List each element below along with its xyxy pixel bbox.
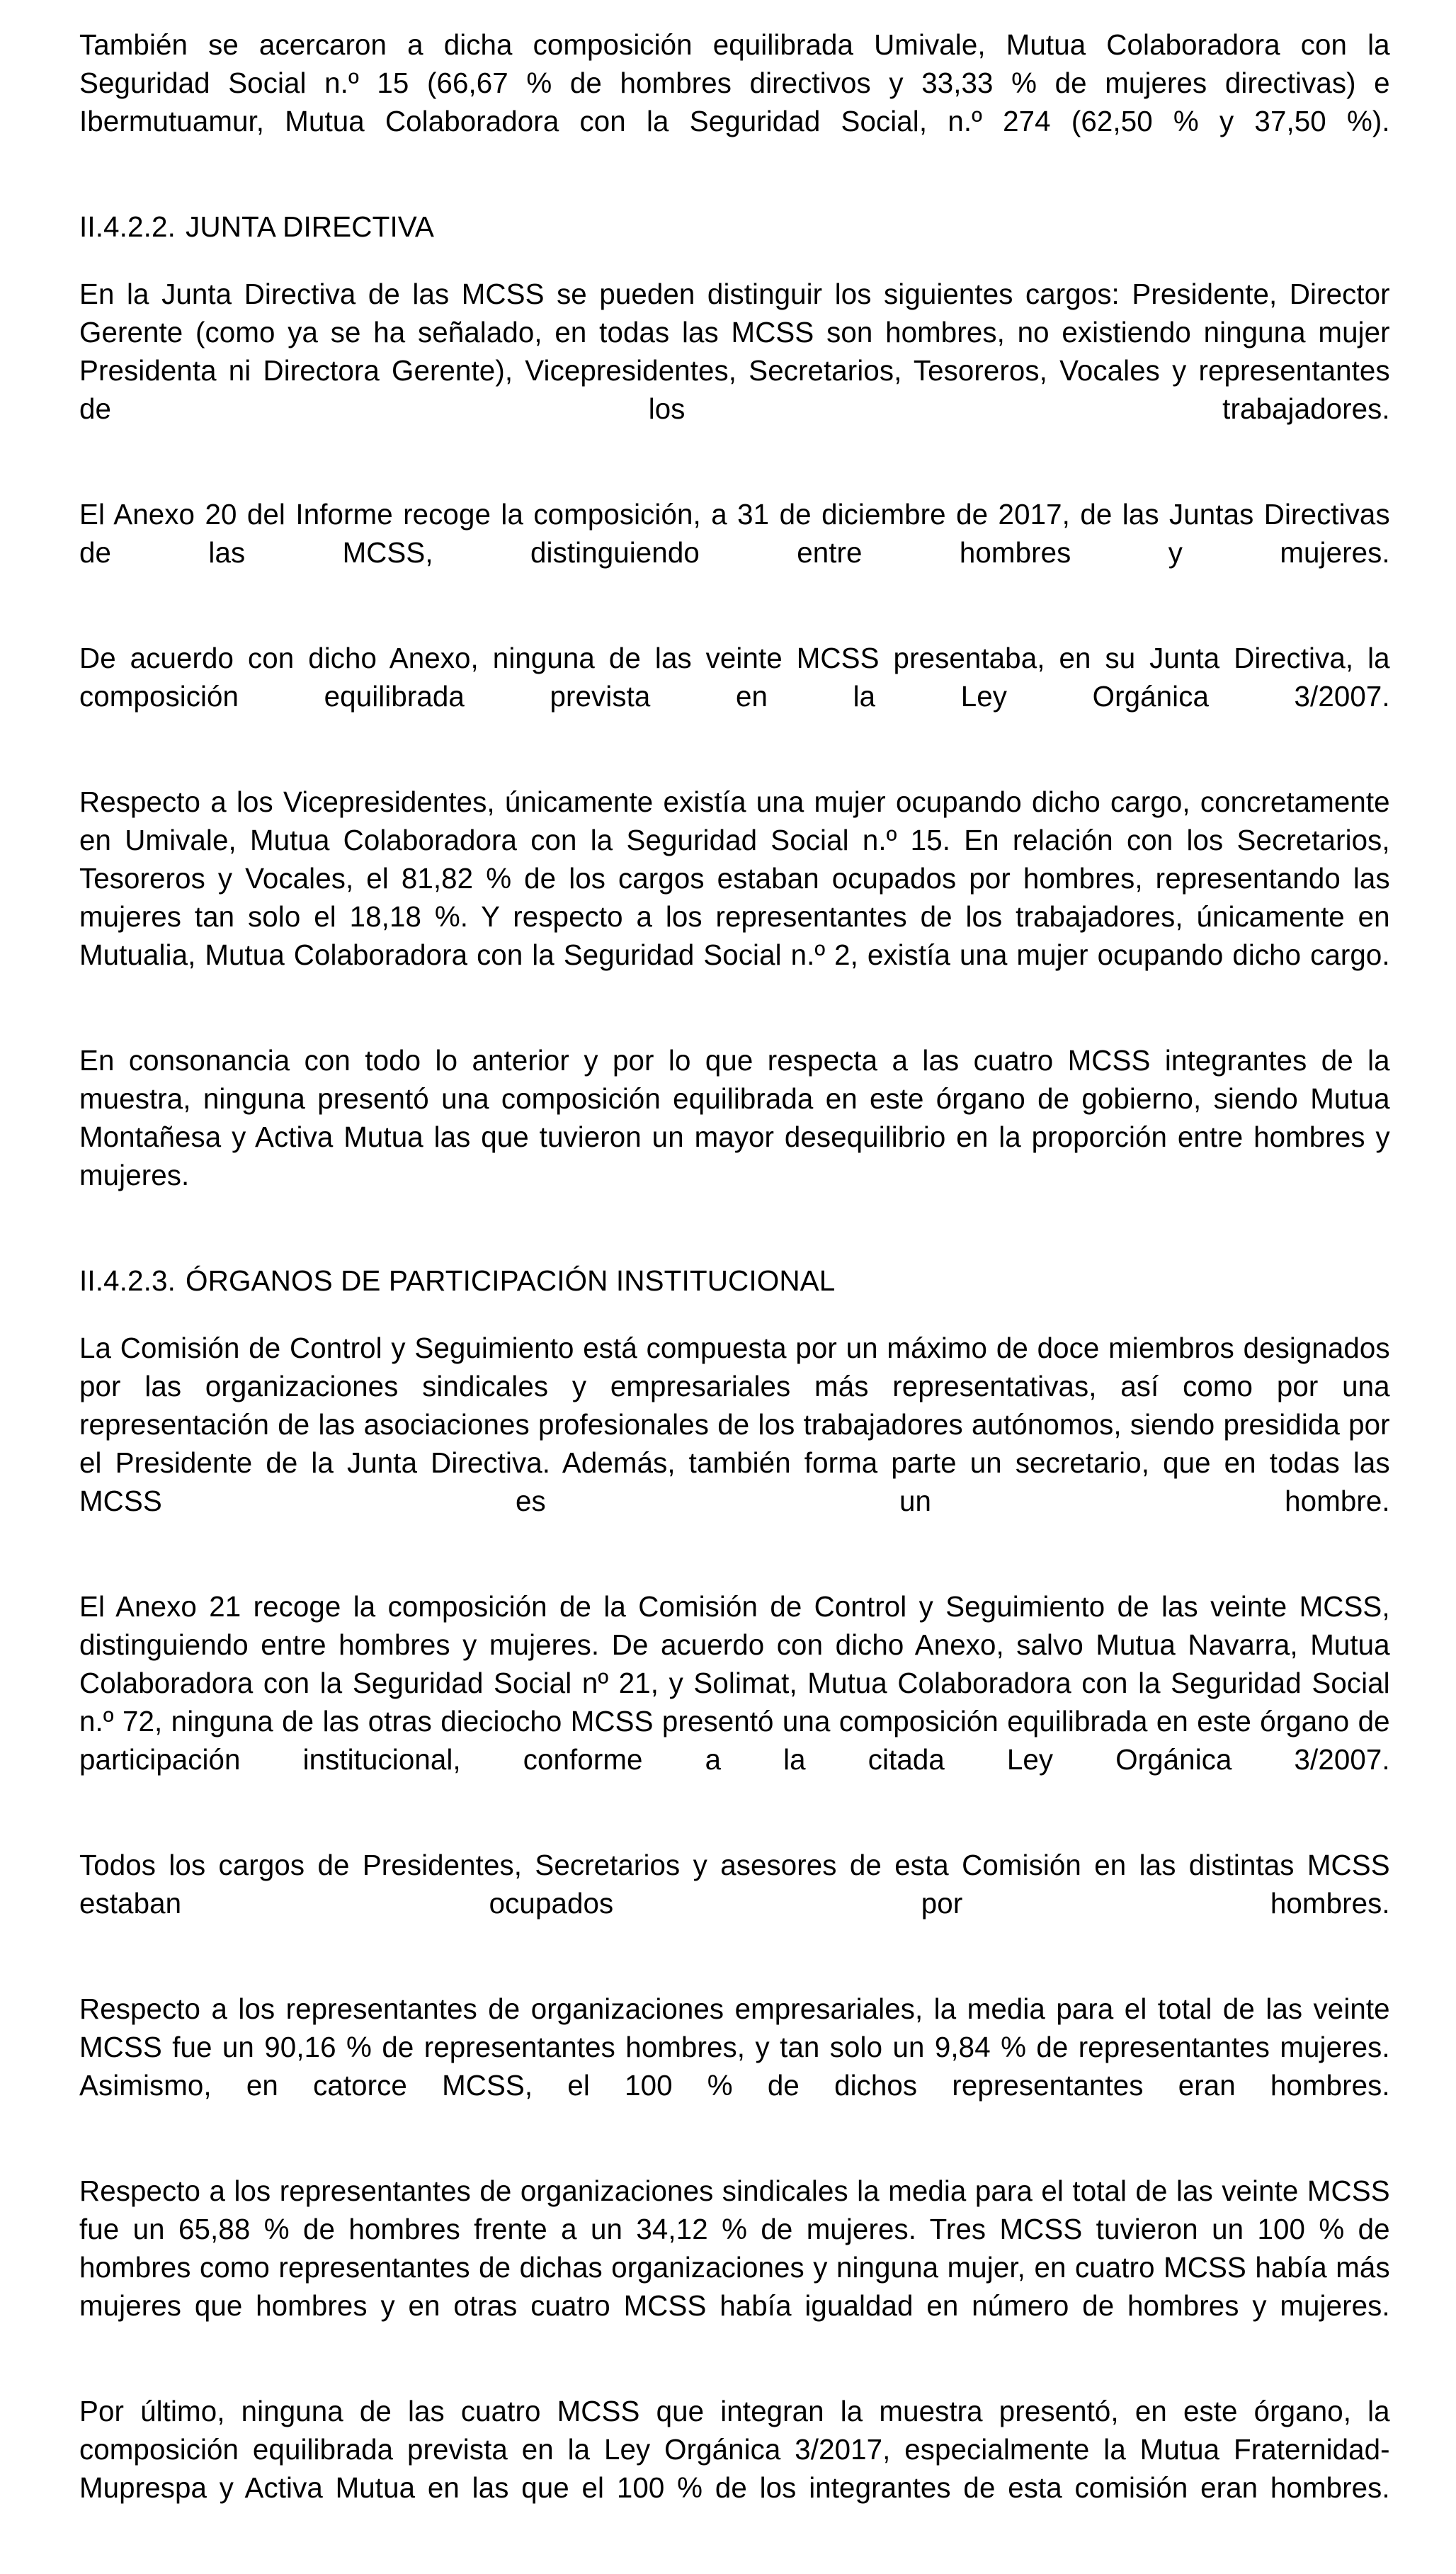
body-paragraph: Respecto a los Vicepresidentes, únicamente existía una mujer ocupando dicho cargo, concretamente en Umivale, Mutua Colaboradora con la Seguridad Social n.º 15. En relación con los Secretarios, Tesoreros y Vocales, el 81,82 % de los cargos estaban ocupados por hombres, representando las mujeres tan solo el 18,18 %. Y respecto a los representantes de los trabajadores, únicamente en Mutualia, Mutua Colaboradora con la Seguridad Social n.º 2, existía una mujer ocupando dicho cargo. (79, 786, 1390, 971)
section-heading-title: JUNTA DIRECTIVA (186, 210, 435, 243)
body-paragraph: También se acercaron a dicha composición equilibrada Umivale, Mutua Colaboradora con la Seguridad Social n.º 15 (66,67 % de hombres directivos y 33,33 % de mujeres directivas) e Ibermutuamur, Mutua Colaboradora con la Seguridad Social, n.º 274 (62,50 % y 37,50 %). (79, 28, 1390, 137)
body-paragraph: El Anexo 21 recoge la composición de la Comisión de Control y Seguimiento de las veinte MCSS, distinguiendo entre hombres y mujeres. De acuerdo con dicho Anexo, salvo Mutua Navarra, Mutua Colaboradora con la Seguridad Social nº 21, y Solimat, Mutua Colaboradora con la Seguridad Social n.º 72, ninguna de las otras dieciocho MCSS presentó una composición equilibrada en este órgano de participación institucional, conforme a la citada Ley Orgánica 3/2007. (79, 1590, 1390, 1776)
body-paragraph: Respecto a los representantes de organizaciones sindicales la media para el total de las veinte MCSS fue un 65,88 % de hombres frente a un 34,12 % de mujeres. Tres MCSS tuvieron un 100 % de hombres como representantes de dichas organizaciones y ninguna mujer, en cuatro MCSS había más mujeres que hombres y en otras cuatro MCSS había igualdad en número de hombres y mujeres. (79, 2175, 1390, 2322)
page-body-text (79, 25, 1397, 2574)
body-paragraph: Todos los cargos de Presidentes, Secretarios y asesores de esta Comisión en las distintas MCSS estaban ocupados por hombres. (79, 1849, 1390, 1920)
section-heading-title: ÓRGANOS DE PARTICIPACIÓN INSTITUCIONAL (186, 1264, 836, 1297)
body-paragraph: Respecto a los representantes de organizaciones empresariales, la media para el total de las veinte MCSS fue un 90,16 % de representantes hombres, y tan solo un 9,84 % de representantes mujeres. Asimismo, en catorce MCSS, el 100 % de dichos representantes eran hombres. (79, 1992, 1390, 2102)
body-paragraph: El Anexo 20 del Informe recoge la composición, a 31 de diciembre de 2017, de las Juntas Directivas de las MCSS, distinguiendo entre hombres y mujeres. (79, 498, 1390, 569)
section-heading (79, 208, 1397, 246)
body-paragraph: La Comisión de Control y Seguimiento está compuesta por un máximo de doce miembros designados por las organizaciones sindicales y empresariales más representativas, así como por una representación de las asociaciones profesionales de los trabajadores autónomos, siendo presidida por el Presidente de la Junta Directiva. Además, también forma parte un secretario, que en todas las MCSS es un hombre. (79, 1332, 1390, 1517)
body-paragraph: En la Junta Directiva de las MCSS se pueden distinguir los siguientes cargos: Presidente, Director Gerente (como ya se ha señalado, en todas las MCSS son hombres, no existiendo ninguna mujer Presidenta ni Directora Gerente), Vicepresidentes, Secretarios, Tesoreros, Vocales y representantes de los trabajadores. (79, 278, 1390, 425)
section-heading-number: II.4.2.3. (79, 1264, 176, 1297)
section-heading-number: II.4.2.2. (79, 210, 176, 243)
body-paragraph: En consonancia con todo lo anterior y por lo que respecta a las cuatro MCSS integrantes de la muestra, ninguna presentó una composición equilibrada en este órgano de gobierno, siendo Mutua Montañesa y Activa Mutua las que tuvieron un mayor desequilibrio en la proporción entre hombres y mujeres. (79, 1044, 1390, 1191)
section-heading (79, 1262, 1397, 1300)
body-paragraph: Por último, ninguna de las cuatro MCSS que integran la muestra presentó, en este órgano, la composición equilibrada prevista en la Ley Orgánica 3/2017, especialmente la Mutua Fraternidad-Muprespa y Activa Mutua en las que el 100 % de los integrantes de esta comisión eran hombres. (79, 2395, 1390, 2504)
body-paragraph: De acuerdo con dicho Anexo, ninguna de las veinte MCSS presentaba, en su Junta Directiva, la composición equilibrada prevista en la Ley Orgánica 3/2007. (79, 642, 1390, 713)
